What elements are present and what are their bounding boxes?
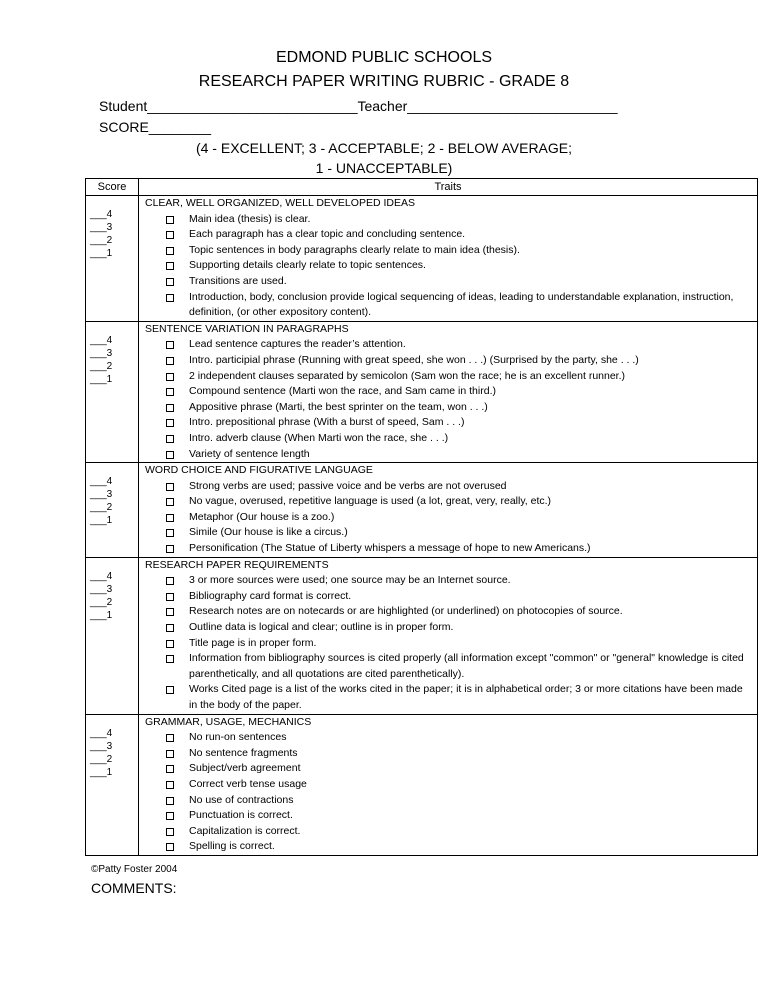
section-title: GRAMMAR, USAGE, MECHANICS <box>145 715 312 728</box>
score-mark-1[interactable]: ___1 <box>90 248 113 259</box>
score-cell <box>86 321 139 462</box>
score-mark-2[interactable]: ___2 <box>90 502 113 514</box>
school-name: EDMOND PUBLIC SCHOOLS <box>275 49 493 66</box>
checkbox-icon[interactable] <box>166 765 174 773</box>
list-item: No vague, overused, repetitive language is used (a lot, great, very, really, etc.) <box>139 494 757 510</box>
checkbox-icon[interactable] <box>166 734 174 742</box>
student-teacher-line: Student___________________________Teacher___________________________ <box>99 98 618 114</box>
score-mark-2[interactable]: ___2 <box>90 753 113 765</box>
score-mark-3[interactable]: ___3 <box>90 740 113 752</box>
checkbox-icon[interactable] <box>166 608 174 616</box>
list-item: Introduction, body, conclusion provide logical sequencing of ideas, leading to understandable explanation, instruction, definition, (or other expository content). <box>139 290 757 321</box>
checkbox-icon[interactable] <box>166 231 174 239</box>
score-cell <box>86 196 139 322</box>
checkbox-icon[interactable] <box>166 262 174 270</box>
checkbox-icon[interactable] <box>166 451 174 459</box>
checkbox-icon[interactable] <box>166 750 174 758</box>
section-title: SENTENCE VARIATION IN PARAGRAPHS <box>145 322 349 335</box>
checkbox-icon[interactable] <box>166 294 174 302</box>
checkbox-icon[interactable] <box>166 278 174 286</box>
checkbox-icon[interactable] <box>166 216 174 224</box>
list-item: Title page is in proper form. <box>139 636 757 652</box>
score-mark-1[interactable]: ___1 <box>90 515 113 527</box>
traits-cell <box>139 714 758 855</box>
rubric-section-row <box>86 557 758 714</box>
score-column-header: Score <box>86 179 139 196</box>
score-mark-3[interactable]: ___3 <box>90 222 113 233</box>
score-mark-2[interactable]: ___2 <box>90 235 113 246</box>
traits-cell <box>139 463 758 558</box>
comments-label: COMMENTS: <box>91 880 177 896</box>
score-mark-4[interactable]: ___4 <box>90 334 113 346</box>
trait-list <box>139 212 757 321</box>
checkbox-icon[interactable] <box>166 655 174 663</box>
checkbox-icon[interactable] <box>166 624 174 632</box>
score-line: SCORE________ <box>99 119 212 135</box>
checkbox-icon[interactable] <box>166 812 174 820</box>
checkbox-icon[interactable] <box>166 341 174 349</box>
checkbox-icon[interactable] <box>166 686 174 694</box>
score-mark-4[interactable]: ___4 <box>90 209 113 220</box>
score-cell <box>86 714 139 855</box>
checkbox-icon[interactable] <box>166 577 174 585</box>
list-item: Bibliography card format is correct. <box>139 589 757 605</box>
list-item: Research notes are on notecards or are highlighted (or underlined) on photocopies of source. <box>139 604 757 620</box>
trait-list <box>139 573 757 713</box>
section-title: CLEAR, WELL ORGANIZED, WELL DEVELOPED IDEAS <box>145 197 415 209</box>
list-item: Compound sentence (Marti won the race, and Sam came in third.) <box>139 384 757 400</box>
traits-cell <box>139 557 758 714</box>
list-item: Spelling is correct. <box>139 839 757 855</box>
list-item: Punctuation is correct. <box>139 808 757 824</box>
trait-list <box>139 337 757 462</box>
score-mark-1[interactable]: ___1 <box>90 766 113 778</box>
checkbox-icon[interactable] <box>166 781 174 789</box>
list-item: Correct verb tense usage <box>139 777 757 793</box>
checkbox-icon[interactable] <box>166 514 174 522</box>
checkbox-icon[interactable] <box>166 593 174 601</box>
table-header-row <box>86 179 758 196</box>
trait-list <box>139 730 757 855</box>
list-item: 3 or more sources were used; one source may be an Internet source. <box>139 573 757 589</box>
checkbox-icon[interactable] <box>166 498 174 506</box>
rubric-section-row <box>86 196 758 322</box>
checkbox-icon[interactable] <box>166 483 174 491</box>
score-cell <box>86 463 139 558</box>
score-cell <box>86 557 139 714</box>
list-item: Appositive phrase (Marti, the best sprinter on the team, won . . .) <box>139 400 757 416</box>
rubric-section-row <box>86 321 758 462</box>
list-item: Works Cited page is a list of the works cited in the paper; it is in alphabetical order; 3 or more citations have been made in the body of the paper. <box>139 682 757 713</box>
list-item: Intro. participial phrase (Running with great speed, she won . . .) (Surprised by the party, she . . .) <box>139 353 757 369</box>
rubric-section-row <box>86 463 758 558</box>
checkbox-icon[interactable] <box>166 247 174 255</box>
traits-column-header: Traits <box>139 179 758 196</box>
score-mark-1[interactable]: ___1 <box>90 373 113 385</box>
list-item: Subject/verb agreement <box>139 761 757 777</box>
traits-cell <box>139 321 758 462</box>
score-mark-1[interactable]: ___1 <box>90 609 113 621</box>
scale-legend-line2: 1 - UNACCEPTABLE) <box>315 160 453 176</box>
rubric-table <box>85 178 758 856</box>
score-mark-2[interactable]: ___2 <box>90 596 113 608</box>
list-item: Capitalization is correct. <box>139 824 757 840</box>
list-item: 2 independent clauses separated by semicolon (Sam won the race; he is an excellent runner.) <box>139 369 757 385</box>
score-mark-4[interactable]: ___4 <box>90 727 113 739</box>
checkbox-icon[interactable] <box>166 388 174 396</box>
list-item: Metaphor (Our house is a zoo.) <box>139 510 757 526</box>
score-mark-4[interactable]: ___4 <box>90 476 113 488</box>
list-item: Each paragraph has a clear topic and concluding sentence. <box>139 227 757 243</box>
checkbox-icon[interactable] <box>166 545 174 553</box>
checkbox-icon[interactable] <box>166 419 174 427</box>
trait-list <box>139 479 757 557</box>
checkbox-icon[interactable] <box>166 373 174 381</box>
checkbox-icon[interactable] <box>166 357 174 365</box>
score-mark-4[interactable]: ___4 <box>90 570 113 582</box>
checkbox-icon[interactable] <box>166 404 174 412</box>
list-item: No use of contractions <box>139 793 757 809</box>
list-item: Information from bibliography sources is cited properly (all information except "common" or "general" knowledge is cited parenthetically, and all quotations are cited parenthetically). <box>139 651 757 682</box>
section-title: WORD CHOICE AND FIGURATIVE LANGUAGE <box>145 464 373 477</box>
score-mark-2[interactable]: ___2 <box>90 360 113 372</box>
list-item: Transitions are used. <box>139 274 757 290</box>
scale-legend-line1: (4 - EXCELLENT; 3 - ACCEPTABLE; 2 - BELOW AVERAGE; <box>195 140 573 156</box>
checkbox-icon[interactable] <box>166 640 174 648</box>
list-item: Personification (The Statue of Liberty whispers a message of hope to new Americans.) <box>139 541 757 557</box>
list-item: Intro. adverb clause (When Marti won the race, she . . .) <box>139 431 757 447</box>
copyright-notice: ©Patty Foster 2004 <box>91 864 178 875</box>
checkbox-icon[interactable] <box>166 797 174 805</box>
rubric-section-row <box>86 714 758 855</box>
list-item: No sentence fragments <box>139 746 757 762</box>
list-item: Strong verbs are used; passive voice and be verbs are not overused <box>139 479 757 495</box>
checkbox-icon[interactable] <box>166 843 174 851</box>
list-item: Supporting details clearly relate to topic sentences. <box>139 258 757 274</box>
list-item: Simile (Our house is like a circus.) <box>139 525 757 541</box>
list-item: Main idea (thesis) is clear. <box>139 212 757 228</box>
checkbox-icon[interactable] <box>166 828 174 836</box>
list-item: Topic sentences in body paragraphs clearly relate to main idea (thesis). <box>139 243 757 259</box>
score-mark-3[interactable]: ___3 <box>90 489 113 501</box>
list-item: Lead sentence captures the reader’s attention. <box>139 337 757 353</box>
list-item: Variety of sentence length <box>139 447 757 463</box>
checkbox-icon[interactable] <box>166 529 174 537</box>
list-item: Outline data is logical and clear; outline is in proper form. <box>139 620 757 636</box>
list-item: Intro. prepositional phrase (With a burst of speed, Sam . . .) <box>139 415 757 431</box>
list-item: No run-on sentences <box>139 730 757 746</box>
section-title: RESEARCH PAPER REQUIREMENTS <box>145 558 329 571</box>
score-mark-3[interactable]: ___3 <box>90 583 113 595</box>
rubric-title: RESEARCH PAPER WRITING RUBRIC - GRADE 8 <box>198 73 570 90</box>
score-mark-3[interactable]: ___3 <box>90 347 113 359</box>
checkbox-icon[interactable] <box>166 435 174 443</box>
traits-cell <box>139 196 758 322</box>
